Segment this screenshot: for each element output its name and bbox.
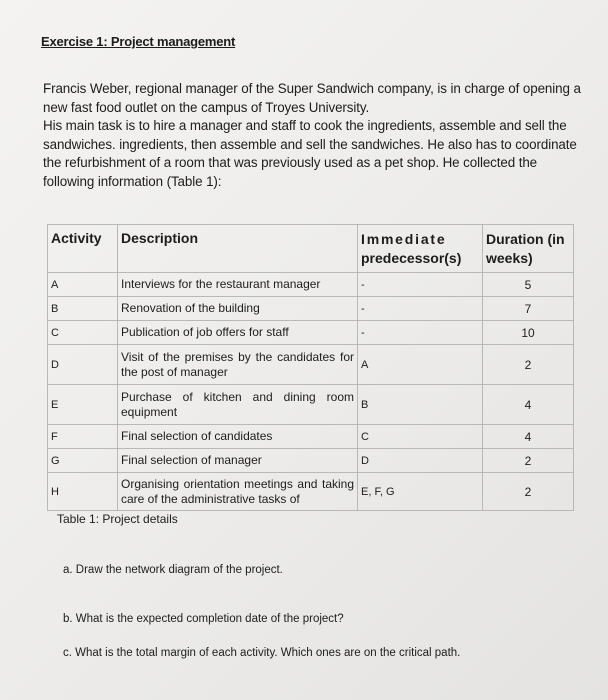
duration-cell: 7 — [483, 297, 574, 321]
description-cell: Publication of job offers for staff — [118, 321, 358, 345]
exercise-title: Exercise 1: Project management — [41, 34, 236, 49]
intro-paragraph-1: Francis Weber, regional manager of the Super Sandwich company, is in charge of opening a new fast food outlet on the campus of Troyes University. — [43, 81, 581, 115]
duration-cell: 2 — [483, 449, 574, 473]
table-caption: Table 1: Project details — [57, 512, 178, 526]
duration-cell: 5 — [483, 273, 574, 297]
intro-paragraph-2: His main task is to hire a manager and staff to cook the ingredients, assemble and sell the sandwiches. ingredients, then assemble and sell the sandwiches. He also has to coordinate the refurbishment of a room that was previously used as a pet shop. He collected the following information (Table 1): — [43, 118, 577, 189]
header-duration-line2: weeks) — [486, 250, 533, 266]
description-cell: Organising orientation meetings and taking care of the administrative tasks of — [118, 473, 358, 511]
predecessor-cell: - — [358, 321, 483, 345]
header-duration — [483, 225, 574, 273]
predecessor-cell: - — [358, 297, 483, 321]
header-predecessor-line1: Immediate — [361, 231, 447, 247]
duration-cell: 10 — [483, 321, 574, 345]
question-b: b. What is the expected completion date of the project? — [63, 613, 344, 625]
header-duration-line1: Duration (in — [486, 231, 565, 247]
description-cell: Visit of the premises by the candidates for the post of manager — [118, 345, 358, 385]
duration-cell: 2 — [483, 473, 574, 511]
table-row — [48, 449, 574, 473]
description-cell: Final selection of manager — [118, 449, 358, 473]
description-cell: Purchase of kitchen and dining room equipment — [118, 385, 358, 425]
activity-cell: F — [48, 425, 118, 449]
duration-cell: 2 — [483, 345, 574, 385]
predecessor-cell: C — [358, 425, 483, 449]
duration-cell: 4 — [483, 425, 574, 449]
header-activity: Activity — [48, 225, 118, 273]
activity-cell: D — [48, 345, 118, 385]
activity-cell: E — [48, 385, 118, 425]
activity-cell: A — [48, 273, 118, 297]
table-row — [48, 473, 574, 511]
activity-cell: G — [48, 449, 118, 473]
predecessor-cell: D — [358, 449, 483, 473]
duration-cell: 4 — [483, 385, 574, 425]
table-row — [48, 385, 574, 425]
header-description: Description — [118, 225, 358, 273]
description-cell: Final selection of candidates — [118, 425, 358, 449]
header-predecessor — [358, 225, 483, 273]
activity-cell: B — [48, 297, 118, 321]
header-predecessor-line2: predecessor(s) — [361, 250, 462, 266]
activity-cell: C — [48, 321, 118, 345]
predecessor-cell: A — [358, 345, 483, 385]
table-row — [48, 321, 574, 345]
predecessor-cell: E, F, G — [358, 473, 483, 511]
project-table — [47, 224, 574, 511]
question-c: c. What is the total margin of each activity. Which ones are on the critical path. — [63, 647, 461, 659]
table-row — [48, 345, 574, 385]
table-row — [48, 273, 574, 297]
table-row — [48, 425, 574, 449]
table-header-row — [48, 225, 574, 273]
predecessor-cell: B — [358, 385, 483, 425]
question-a: a. Draw the network diagram of the project. — [63, 564, 283, 576]
table-row — [48, 297, 574, 321]
intro-text — [43, 80, 586, 191]
predecessor-cell: - — [358, 273, 483, 297]
description-cell: Renovation of the building — [118, 297, 358, 321]
description-cell: Interviews for the restaurant manager — [118, 273, 358, 297]
activity-cell: H — [48, 473, 118, 511]
